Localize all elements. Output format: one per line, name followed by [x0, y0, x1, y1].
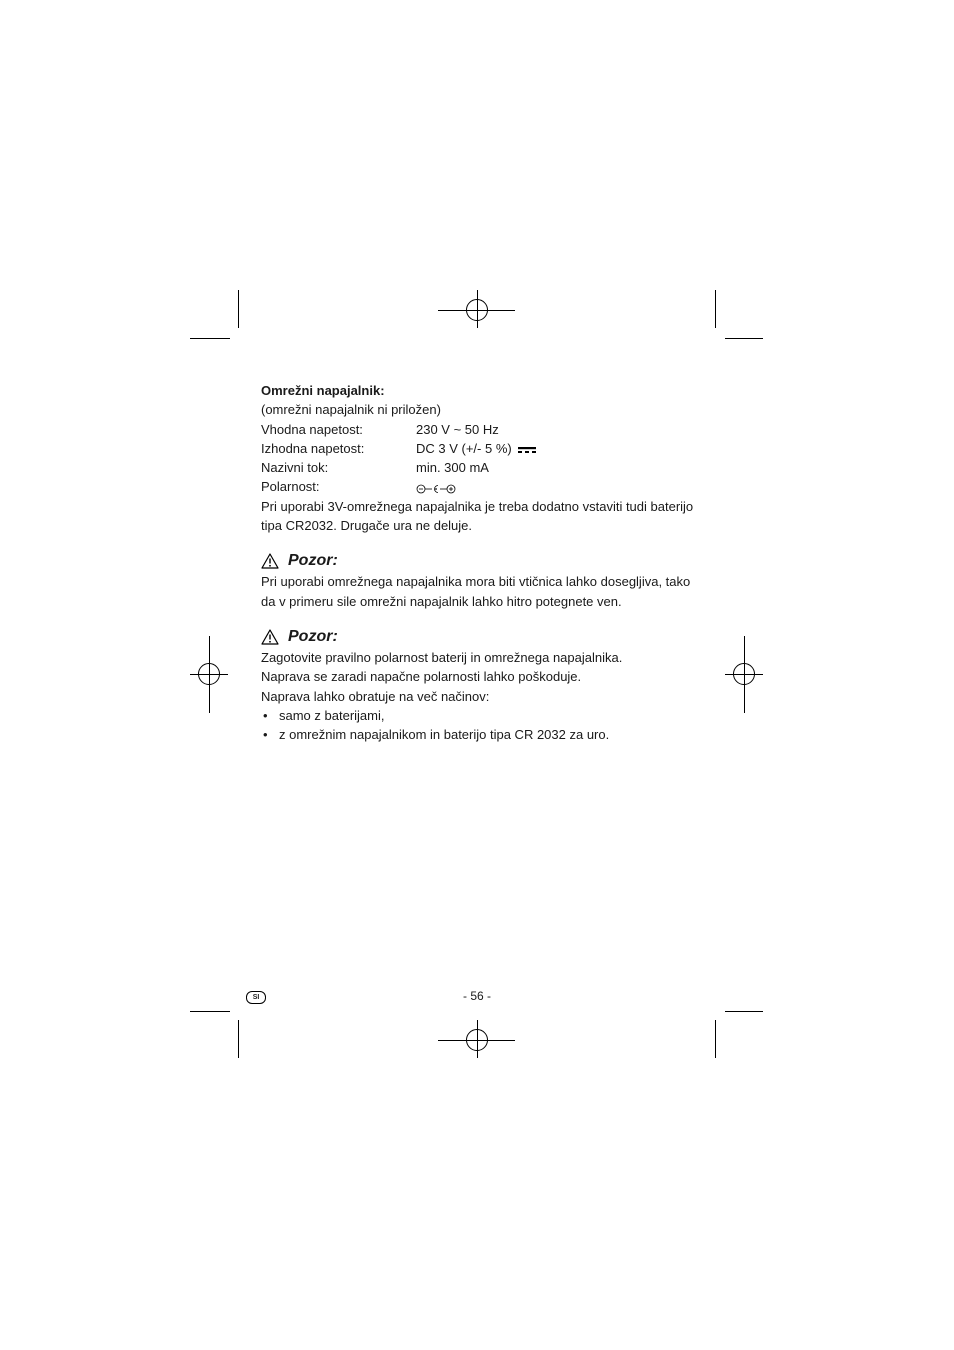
- power-adapter-description: Pri uporabi 3V-omrežnega napajalnika je treba dodatno vstaviti tudi baterijo tipa CR2032. Drugače ura ne deluje.: [261, 498, 694, 534]
- crop-mark: [190, 1011, 230, 1012]
- warning-title: Pozor:: [288, 627, 338, 645]
- crop-mark: [725, 1011, 763, 1012]
- spec-row: [261, 420, 701, 439]
- warning-heading: [261, 551, 701, 571]
- spec-value: min. 300 mA: [416, 460, 489, 476]
- spec-label: Polarnost:: [261, 479, 320, 495]
- crop-mark: [238, 1020, 239, 1058]
- crop-mark: [725, 338, 763, 339]
- warning-triangle-icon: [261, 629, 279, 645]
- warning-line: Naprava lahko obratuje na več načinov:: [261, 688, 490, 704]
- power-adapter-note: (omrežni napajalnik ni priložen): [261, 402, 441, 418]
- spec-value: DC 3 V (+/- 5 %): [416, 439, 536, 458]
- crop-mark: [238, 290, 239, 328]
- spec-label: Nazivni tok:: [261, 460, 329, 476]
- warning-triangle-icon: [261, 553, 279, 569]
- dc-current-symbol-icon: [518, 446, 536, 454]
- polarity-symbol-icon: [416, 483, 456, 495]
- spec-row: [261, 477, 701, 496]
- warning-line: Naprava se zaradi napačne polarnosti lahko poškoduje.: [261, 669, 582, 685]
- registration-circle: [733, 663, 755, 685]
- spec-row: [261, 439, 701, 458]
- warning-line: Zagotovite pravilno polarnost baterij in omrežnega napajalnika.: [261, 649, 623, 665]
- crop-mark: [715, 1020, 716, 1058]
- crop-mark: [190, 338, 230, 339]
- registration-circle: [466, 299, 488, 321]
- spec-label: Vhodna napetost:: [261, 421, 363, 437]
- operation-modes-list: [261, 706, 701, 745]
- power-adapter-title: Omrežni napajalnik:: [261, 383, 385, 398]
- spec-value: 230 V ~ 50 Hz: [416, 421, 499, 437]
- registration-circle: [198, 663, 220, 685]
- spec-row: [261, 458, 701, 477]
- language-badge: SI: [246, 991, 266, 1004]
- spec-label: Izhodna napetost:: [261, 440, 365, 456]
- page-number: - 56 -: [462, 989, 491, 1003]
- warning-title: Pozor:: [288, 552, 338, 570]
- list-item: • samo z baterijami,: [261, 706, 701, 725]
- warning-heading: [261, 627, 701, 647]
- manual-content: [261, 381, 701, 744]
- crop-mark: [715, 290, 716, 328]
- warning-text: Pri uporabi omrežnega napajalnika mora biti vtičnica lahko dosegljiva, tako da v primeru sile omrežni napajalnik lahko hitro potegnete ven.: [261, 574, 691, 609]
- spec-value: [416, 477, 456, 496]
- list-item: • z omrežnim napajalnikom in baterijo tipa CR 2032 za uro.: [261, 725, 701, 744]
- registration-circle: [466, 1029, 488, 1051]
